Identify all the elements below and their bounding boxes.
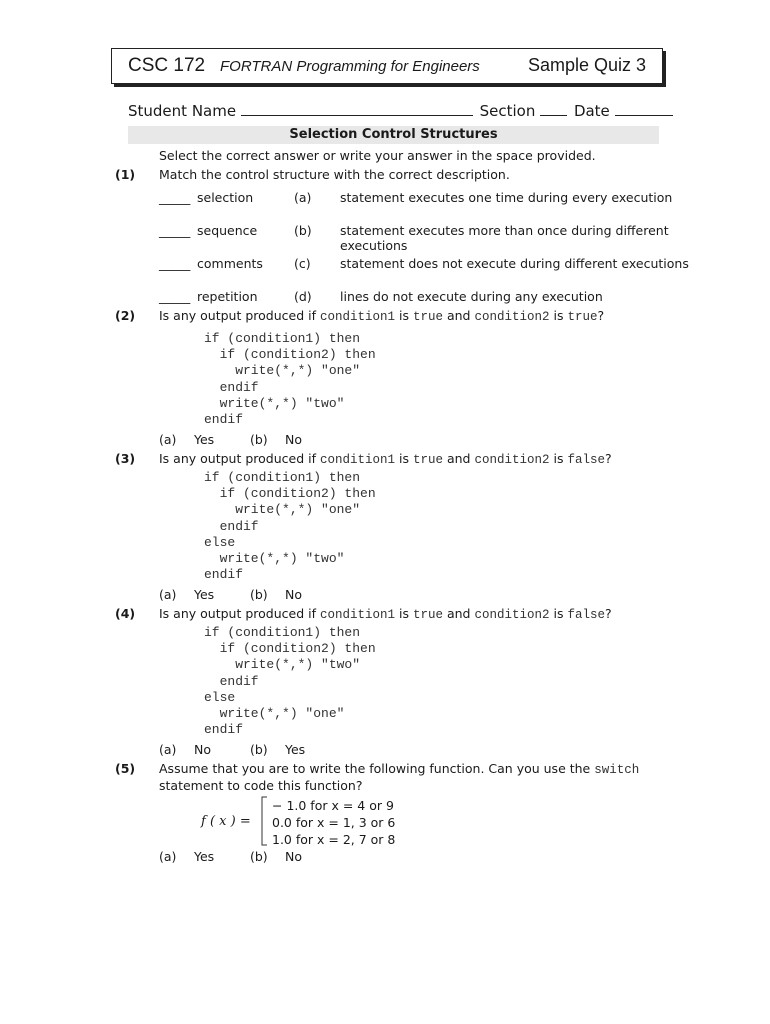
q1-number: (1) xyxy=(115,167,136,182)
q1-desc: statement does not execute during different executions xyxy=(340,256,689,271)
q5-option-a-label: (a) xyxy=(159,849,177,864)
code-line: else xyxy=(204,534,236,550)
q2-text: Is any output produced if condition1 is true and condition2 is true? xyxy=(159,308,605,324)
quiz-label: Sample Quiz 3 xyxy=(527,55,646,75)
q3-code-block xyxy=(204,470,376,583)
header-box xyxy=(111,48,663,84)
q1-blank[interactable]: _____ xyxy=(159,289,191,304)
q3-var2: condition2 xyxy=(474,453,550,467)
q5-number: (5) xyxy=(115,761,136,776)
code-line: write(*,*) "two" xyxy=(204,657,361,673)
code-line: if (condition2) then xyxy=(204,641,376,657)
q5-text-line2: statement to code this function? xyxy=(159,778,363,793)
code-line: write(*,*) "one" xyxy=(204,363,361,379)
q1-term: selection xyxy=(197,190,254,205)
q4-var1: condition1 xyxy=(319,608,395,622)
code-line: if (condition1) then xyxy=(204,470,361,485)
q4-text: Is any output produced if condition1 is true and condition2 is false? xyxy=(159,606,612,622)
code-line: endif xyxy=(204,722,244,738)
course-title: FORTRAN Programming for Engineers xyxy=(220,58,480,75)
student-info-row xyxy=(128,102,673,120)
q1-text: Match the control structure with the correct description. xyxy=(159,167,510,182)
code-line: if (condition1) then xyxy=(204,625,361,640)
left-brace-icon xyxy=(259,796,269,846)
course-code: CSC 172 xyxy=(128,55,206,76)
q1-blank[interactable]: _____ xyxy=(159,223,191,238)
student-name-field[interactable] xyxy=(241,104,473,116)
code-line: endif xyxy=(204,379,259,395)
q3-number: (3) xyxy=(115,451,136,466)
code-line: endif xyxy=(204,518,259,534)
q5-case: 1.0 for x = 2, 7 or 8 xyxy=(272,832,396,847)
q1-term: sequence xyxy=(197,223,258,238)
code-line: if (condition2) then xyxy=(204,347,376,363)
section-label: Section xyxy=(479,102,536,120)
code-line: endif xyxy=(204,673,259,689)
code-line: write(*,*) "two" xyxy=(204,551,345,567)
section-title: Selection Control Structures xyxy=(289,127,498,142)
q5-function-name: f ( x ) = xyxy=(201,814,251,829)
q1-letter: (d) xyxy=(294,289,312,304)
student-name-label: Student Name xyxy=(128,102,237,120)
q2-var1: condition1 xyxy=(319,310,395,324)
q2-val2: true xyxy=(567,310,598,324)
q3-option-a[interactable]: Yes xyxy=(194,587,215,602)
q2-val1: true xyxy=(412,310,443,324)
code-line: if (condition1) then xyxy=(204,331,361,346)
code-line: else xyxy=(204,689,236,705)
q1-desc: statement executes one time during every execution xyxy=(340,190,673,205)
code-line: write(*,*) "one" xyxy=(204,502,361,518)
q1-desc-cont: executions xyxy=(340,238,408,253)
q5-option-b[interactable]: No xyxy=(285,849,302,864)
q2-option-b-label: (b) xyxy=(250,432,268,447)
section-field[interactable] xyxy=(540,104,567,116)
date-label: Date xyxy=(573,102,610,120)
q5-option-a[interactable]: Yes xyxy=(194,849,215,864)
q5-option-b-label: (b) xyxy=(250,849,268,864)
q1-blank[interactable]: _____ xyxy=(159,190,191,205)
code-line: write(*,*) "one" xyxy=(204,706,345,722)
q4-val1: true xyxy=(412,608,443,622)
q2-number: (2) xyxy=(115,308,136,323)
q3-option-b-label: (b) xyxy=(250,587,268,602)
q3-val1: true xyxy=(412,453,443,467)
q1-letter: (c) xyxy=(294,256,311,271)
q3-option-b[interactable]: No xyxy=(285,587,302,602)
q5-keyword: switch xyxy=(594,763,640,777)
q3-var1: condition1 xyxy=(319,453,395,467)
q2-var2: condition2 xyxy=(474,310,550,324)
q1-term: repetition xyxy=(197,289,258,304)
q4-code-block xyxy=(204,625,376,738)
instructions: Select the correct answer or write your answer in the space provided. xyxy=(159,148,596,163)
q1-desc: statement executes more than once during different xyxy=(340,223,669,238)
q3-val2: false xyxy=(567,453,605,467)
q2-code-block xyxy=(204,331,376,428)
q2-option-a[interactable]: Yes xyxy=(194,432,215,447)
q2-option-a-label: (a) xyxy=(159,432,177,447)
q1-letter: (b) xyxy=(294,223,312,238)
q1-desc: lines do not execute during any execution xyxy=(340,289,603,304)
code-line: endif xyxy=(204,412,244,428)
q4-val2: false xyxy=(567,608,605,622)
q1-blank[interactable]: _____ xyxy=(159,256,191,271)
q4-option-b[interactable]: Yes xyxy=(285,742,306,757)
q2-option-b[interactable]: No xyxy=(285,432,302,447)
q4-number: (4) xyxy=(115,606,136,621)
q5-text-line1: Assume that you are to write the following function. Can you use the switch xyxy=(159,761,640,777)
code-line: endif xyxy=(204,567,244,583)
q4-var2: condition2 xyxy=(474,608,550,622)
q4-option-b-label: (b) xyxy=(250,742,268,757)
q3-option-a-label: (a) xyxy=(159,587,177,602)
code-line: write(*,*) "two" xyxy=(204,395,345,411)
q5-cases xyxy=(272,797,395,848)
q3-text: Is any output produced if condition1 is true and condition2 is false? xyxy=(159,451,612,467)
q5-case: − 1.0 for x = 4 or 9 xyxy=(272,798,394,813)
date-field[interactable] xyxy=(615,104,673,116)
q1-letter: (a) xyxy=(294,190,312,205)
code-line: if (condition2) then xyxy=(204,486,376,502)
q1-term: comments xyxy=(197,256,263,271)
q5-case: 0.0 for x = 1, 3 or 6 xyxy=(272,815,396,830)
q4-option-a-label: (a) xyxy=(159,742,177,757)
q4-option-a[interactable]: No xyxy=(194,742,211,757)
